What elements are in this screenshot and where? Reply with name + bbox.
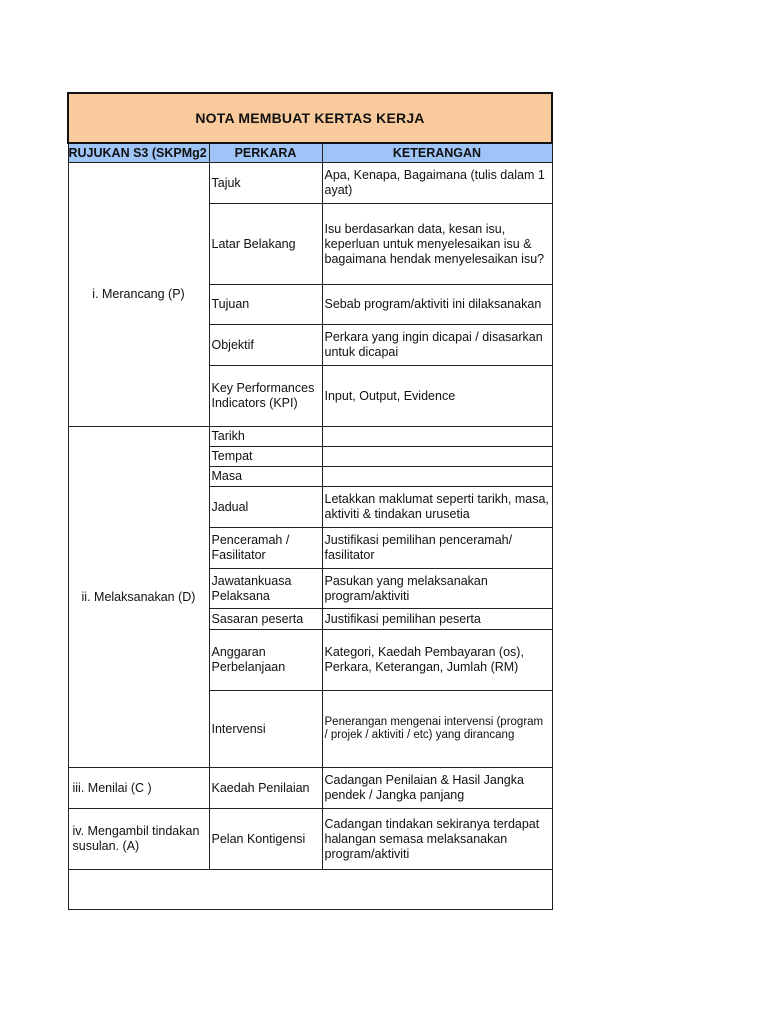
keterangan-cell: Isu berdasarkan data, kesan isu, keperluan untuk menyelesaikan isu & bagaimana hendak menyelesaikan isu? [322, 204, 552, 285]
perkara-cell: Pelan Kontigensi [209, 809, 322, 870]
stage-melaksanakan: ii. Melaksanakan (D) [68, 427, 209, 768]
keterangan-cell: Penerangan mengenai intervensi (program / projek / aktiviti / etc) yang dirancang [322, 691, 552, 768]
header-rujukan: RUJUKAN S3 (SKPMg2 [68, 143, 209, 163]
perkara-cell: Tujuan [209, 285, 322, 325]
perkara-cell: Objektif [209, 325, 322, 366]
perkara-cell: Jadual [209, 487, 322, 528]
keterangan-cell: Cadangan Penilaian & Hasil Jangka pendek / Jangka panjang [322, 768, 552, 809]
perkara-cell: Tempat [209, 447, 322, 467]
stage-merancang: i. Merancang (P) [68, 163, 209, 427]
perkara-cell: Tajuk [209, 163, 322, 204]
perkara-cell: Intervensi [209, 691, 322, 768]
stage-tindakan-susulan: iv. Mengambil tindakan susulan. (A) [68, 809, 209, 870]
empty-cell [68, 870, 552, 910]
kertas-kerja-table [67, 92, 553, 910]
keterangan-cell: Perkara yang ingin dicapai / disasarkan untuk dicapai [322, 325, 552, 366]
perkara-cell: Penceramah / Fasilitator [209, 528, 322, 569]
perkara-cell: Kaedah Penilaian [209, 768, 322, 809]
header-perkara: PERKARA [209, 143, 322, 163]
keterangan-cell: Pasukan yang melaksanakan program/aktiviti [322, 569, 552, 609]
keterangan-cell: Letakkan maklumat seperti tarikh, masa, aktiviti & tindakan urusetia [322, 487, 552, 528]
perkara-cell: Sasaran peserta [209, 609, 322, 630]
keterangan-cell: Apa, Kenapa, Bagaimana (tulis dalam 1 ayat) [322, 163, 552, 204]
header-keterangan: KETERANGAN [322, 143, 552, 163]
keterangan-cell: Cadangan tindakan sekiranya terdapat halangan semasa melaksanakan program/aktiviti [322, 809, 552, 870]
stage-menilai: iii. Menilai (C ) [68, 768, 209, 809]
perkara-cell: Key Performances Indicators (KPI) [209, 366, 322, 427]
keterangan-cell [322, 467, 552, 487]
empty-row [68, 870, 552, 910]
keterangan-cell [322, 447, 552, 467]
keterangan-cell: Justifikasi pemilihan penceramah/ fasilitator [322, 528, 552, 569]
perkara-cell: Jawatankuasa Pelaksana [209, 569, 322, 609]
keterangan-cell: Sebab program/aktiviti ini dilaksanakan [322, 285, 552, 325]
perkara-cell: Tarikh [209, 427, 322, 447]
keterangan-cell: Kategori, Kaedah Pembayaran (os), Perkara, Keterangan, Jumlah (RM) [322, 630, 552, 691]
sheet-title: NOTA MEMBUAT KERTAS KERJA [68, 93, 552, 143]
perkara-cell: Latar Belakang [209, 204, 322, 285]
keterangan-cell: Justifikasi pemilihan peserta [322, 609, 552, 630]
perkara-cell: Masa [209, 467, 322, 487]
keterangan-cell: Input, Output, Evidence [322, 366, 552, 427]
perkara-cell: Anggaran Perbelanjaan [209, 630, 322, 691]
keterangan-cell [322, 427, 552, 447]
